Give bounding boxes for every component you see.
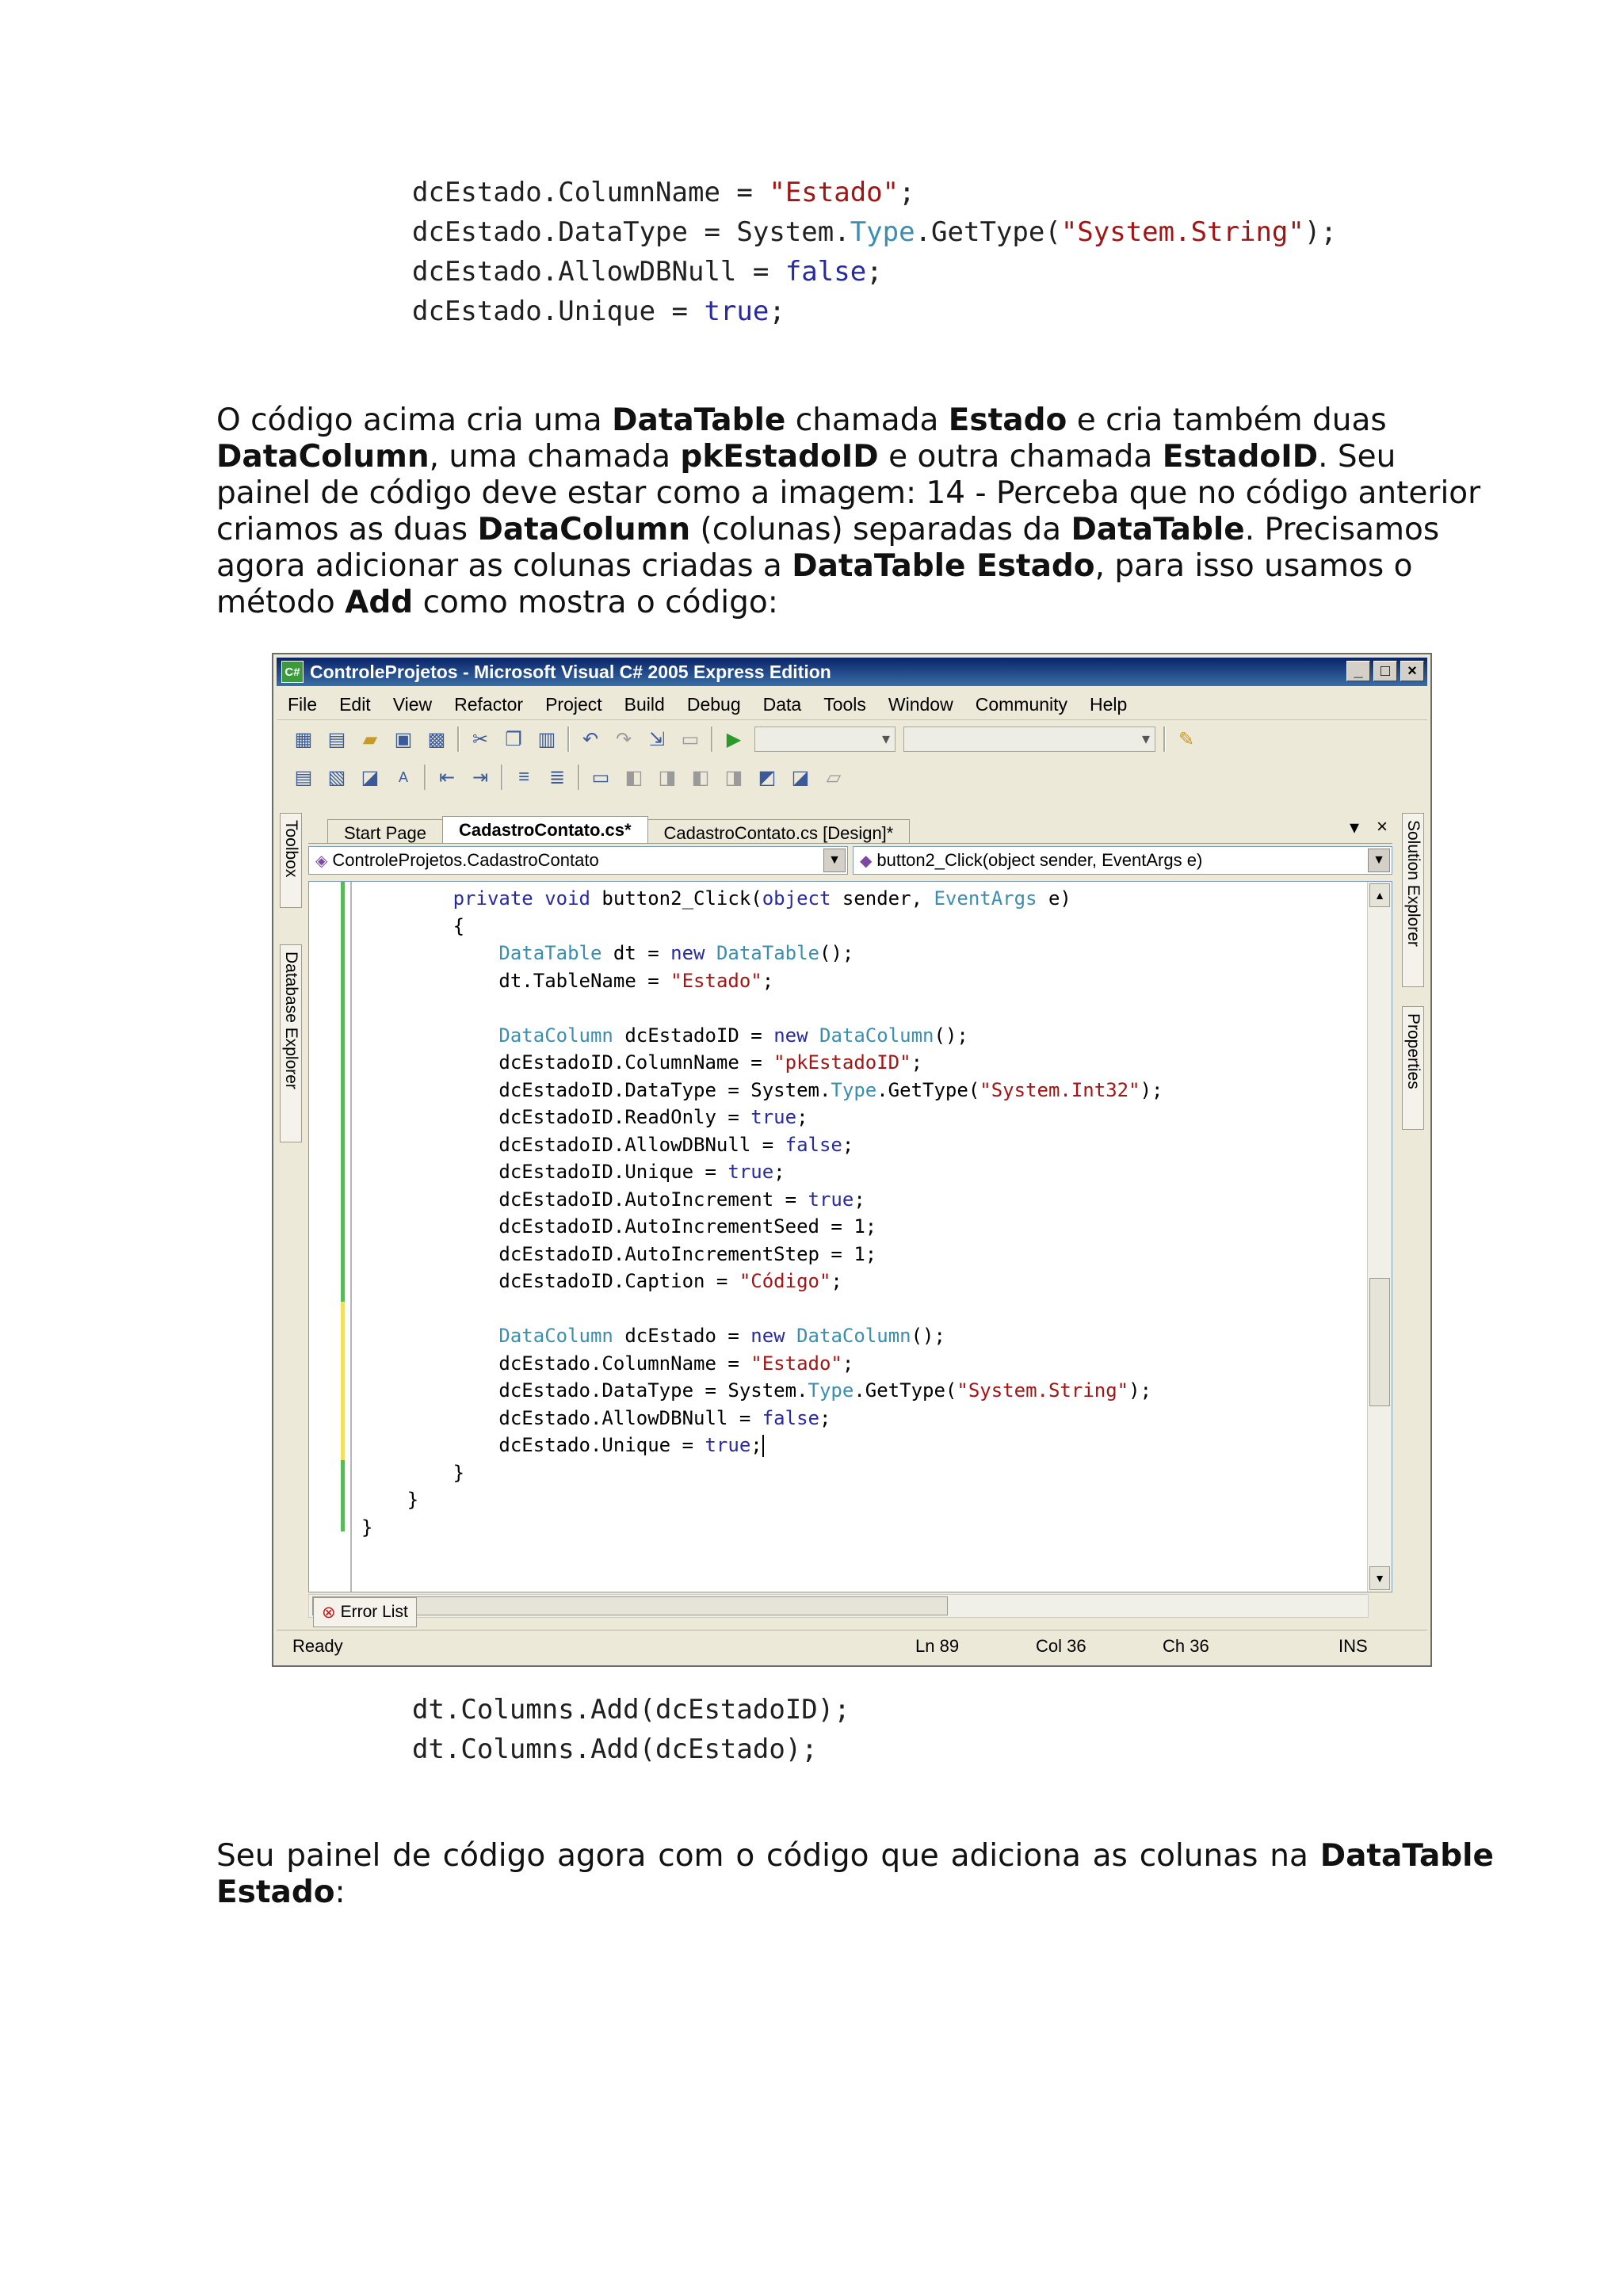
code-token: dcEstadoID.ReadOnly = [361,1106,751,1128]
prev-bookmark-folder-icon[interactable]: ◧ [691,766,710,788]
toolbar-separator [578,765,580,790]
code-token: } [361,1461,465,1484]
members-combo[interactable]: ◆ button2_Click(object sender, EventArgs e) ▼ [853,846,1392,875]
code-token: .GetType( [915,216,1061,248]
menu-help[interactable]: Help [1090,693,1128,715]
solution-explorer-tab[interactable]: Solution Explorer [1402,813,1424,987]
bold-term: DataTable Estado [792,548,1095,584]
change-bar-saved [341,1460,345,1531]
status-ready: Ready [292,1636,343,1656]
code-token: ; [769,296,785,327]
code-token: new [773,1024,808,1047]
error-list-tab[interactable]: ⊗ Error List [313,1597,417,1627]
code-line [361,1514,1163,1542]
text-editor-toolbar [277,759,1427,795]
status-col: Col 36 [1036,1636,1086,1656]
code-token: "System.String" [1060,216,1304,248]
code-token [808,1024,819,1047]
text-run: : [334,1875,346,1910]
outdent-icon[interactable]: ⇤ [438,766,456,788]
code-token [785,1325,796,1347]
status-ch: Ch 36 [1163,1636,1209,1656]
menu-data[interactable]: Data [762,693,802,715]
code-token: DataColumn [498,1325,613,1347]
code-token: dcEstadoID.AutoIncrement = [361,1188,808,1211]
menu-community[interactable]: Community [975,693,1068,715]
text-run: e cria também duas [1067,402,1387,438]
text-caret [762,1435,764,1457]
code-token: DataColumn [819,1024,934,1047]
code-token: } [361,1516,373,1539]
code-token [705,942,716,964]
code-token: dcEstadoID.Caption = [361,1270,739,1292]
left-tool-rail [278,813,304,1597]
open-icon[interactable]: ▰ [362,728,378,750]
code-token: ; [773,1161,785,1183]
code-token: dt = [601,942,671,964]
code-token: false [762,1406,819,1429]
change-bar-saved [341,882,345,1302]
code-token: ; [796,1106,808,1128]
code-token: ); [1304,216,1337,248]
tab-start-page[interactable]: Start Page [327,819,443,843]
code-line [361,1049,1163,1077]
code-token: ); [1140,1078,1163,1101]
tab-cadastrocontato-cs[interactable]: CadastroContato.cs* [442,816,648,843]
code-token: new [750,1325,785,1347]
text-run: O código acima cria uma [216,402,613,438]
code-token: ; [750,1434,762,1456]
code-line [361,1405,1163,1432]
code-line [361,940,1163,967]
code-token: ; [842,1352,854,1375]
menu-window[interactable]: Window [888,693,953,715]
code-token: (); [911,1325,945,1347]
code-token: DataTable [498,942,602,964]
code-token: dt.Columns.Add(dcEstadoID); [412,1694,850,1726]
comment-icon[interactable]: ≡ [517,766,529,788]
tab-cadastrocontato-design[interactable]: CadastroContato.cs [Design]* [647,819,911,843]
code-token: true [705,1434,751,1456]
text-run: . Precisamos agora adicionar as colunas criadas a [216,512,1440,584]
toolbar-separator [567,727,570,752]
code-token: ; [842,1133,854,1156]
code-token: .GetType( [876,1078,980,1101]
code-token: dcEstado = [613,1325,751,1347]
text-run: chamada [785,402,949,438]
code-line [361,885,1163,913]
text-run: Seu painel de código agora com o código que adiciona as colunas na [216,1838,1320,1874]
code-line [361,994,1163,1022]
code-token: Type [850,216,915,248]
class-icon: ◈ [315,852,328,870]
code-token: true [704,296,769,327]
code-token: DataColumn [498,1024,613,1047]
code-token: dcEstado.DataType = System. [412,216,850,248]
redo-icon[interactable]: ↷ [615,728,632,750]
code-token: button2_Click( [590,887,762,910]
code-line [361,1186,1163,1214]
menu-debug[interactable]: Debug [686,693,741,715]
platform-combo[interactable] [903,727,1155,752]
method-icon: ◆ [860,852,873,870]
clear-bookmarks-icon[interactable]: ▱ [826,766,842,788]
code-line [412,292,1337,331]
code-line [412,212,1337,252]
code-token: dcEstado.Unique = [361,1434,705,1456]
menu-refactor[interactable]: Refactor [454,693,524,715]
solution-config-combo[interactable] [754,727,896,752]
quick-info-icon[interactable]: ◪ [361,766,380,788]
code-token: e) [1037,887,1071,910]
save-icon[interactable]: ▣ [394,728,413,750]
minimize-button[interactable]: _ [1346,661,1370,681]
code-line [361,1459,1163,1487]
navigate-icon[interactable]: ⇲ [648,728,666,750]
code-token: ; [911,1051,923,1074]
code-block-add-columns [412,1692,850,1772]
text-run: como mostra o código: [413,585,778,620]
code-token [361,887,453,910]
text-run: , para isso usamos o método [216,548,1413,620]
code-token: ; [899,177,915,208]
vertical-scrollbar[interactable] [1367,882,1392,1592]
find-icon[interactable]: ▭ [681,728,700,750]
cut-icon[interactable]: ✂ [472,728,489,750]
code-token: { [361,914,465,937]
code-token: dt.Columns.Add(dcEstado); [412,1733,818,1765]
code-line [361,1241,1163,1268]
code-editor[interactable] [308,881,1392,1592]
code-token: ; [854,1188,865,1211]
uncomment-icon[interactable]: ≣ [548,766,566,788]
chevron-down-icon[interactable]: ▼ [1368,849,1390,872]
window-title: ControleProjetos - Microsoft Visual C# 2005 Express Edition [310,661,831,682]
add-item-icon[interactable]: ▤ [327,728,346,750]
paragraph-intro [216,402,1494,621]
menu-project[interactable]: Project [545,693,602,715]
code-token: ; [866,256,883,288]
code-line [412,1692,850,1732]
code-token: "Estado" [670,969,762,992]
toolbox-tab[interactable]: Toolbox [280,813,302,908]
code-token: Type [831,1078,877,1101]
window-titlebar [277,658,1427,686]
code-token: private void [453,887,590,910]
code-line [361,913,1163,940]
bold-term: DataTable Estado [216,1838,1494,1910]
types-combo[interactable]: ◈ ControleProjetos.CadastroContato ▼ [308,846,848,875]
close-document-icon[interactable]: × [1376,816,1388,837]
document-tabs [308,813,1392,844]
code-line [361,1432,1163,1459]
code-token: ; [831,1270,842,1292]
code-line [412,252,1337,292]
code-token: dcEstadoID.AutoIncrementStep = 1; [361,1242,877,1265]
code-token: DataTable [716,942,819,964]
status-line: Ln 89 [915,1636,960,1656]
toolbar-separator [711,727,713,752]
code-token: ); [1128,1379,1152,1402]
menu-file[interactable]: File [288,693,318,715]
code-line [361,1213,1163,1241]
start-debug-icon[interactable]: ▶ [726,728,742,750]
text-run: (colunas) separadas da [690,512,1071,547]
menu-build[interactable]: Build [624,693,665,715]
code-token: dcEstadoID.ColumnName = [361,1051,774,1074]
code-token: Type [808,1379,854,1402]
code-line [361,1295,1163,1323]
toolbox-icon[interactable]: ✎ [1178,728,1195,750]
copy-icon[interactable]: ❐ [505,728,522,750]
code-token: dcEstadoID.AllowDBNull = [361,1133,785,1156]
csharp-icon: C# [281,661,304,683]
next-bookmark-doc-icon[interactable]: ◪ [791,766,810,788]
toolbar-separator [1163,727,1166,752]
text-run: . Seu painel de código deve estar como a imagem: 14 - Perceba que no código anterior criamos as duas [216,439,1481,547]
chevron-down-icon[interactable]: ▼ [823,849,846,872]
status-mode: INS [1338,1636,1368,1656]
code-token: .GetType( [854,1379,957,1402]
bold-term: Estado [948,402,1067,438]
bold-term: DataColumn [216,439,430,475]
scroll-thumb[interactable] [1369,1278,1390,1406]
prev-bookmark-icon[interactable]: ◧ [624,766,643,788]
code-token: (); [819,942,854,964]
code-token: "System.String" [957,1379,1129,1402]
code-token: "System.Int32" [980,1078,1140,1101]
code-line [412,1732,850,1772]
status-bar [277,1630,1427,1662]
error-list-icon: ⊗ [322,1603,336,1622]
code-token: DataColumn [796,1325,911,1347]
parameter-info-icon[interactable]: ▧ [327,766,346,788]
code-token: object [762,887,831,910]
code-token: true [727,1161,774,1183]
code-line [412,173,1337,212]
code-token: dcEstado.AllowDBNull = [361,1406,762,1429]
code-token: dcEstadoID.Unique = [361,1161,728,1183]
code-line [361,1158,1163,1186]
complete-word-icon[interactable]: A [398,769,408,785]
code-line [361,1350,1163,1378]
paragraph-conclusion [216,1838,1494,1911]
bold-term: DataTable [1071,512,1245,547]
code-block-top [412,173,1337,331]
code-token [361,942,498,964]
save-all-icon[interactable]: ▩ [427,728,446,750]
bold-term: DataColumn [477,512,691,547]
next-bookmark-icon[interactable]: ◨ [658,766,677,788]
paste-icon[interactable]: ▥ [537,728,556,750]
maximize-button[interactable]: □ [1373,661,1397,681]
code-token: dcEstado.Unique = [412,296,705,327]
code-line [361,1268,1163,1295]
code-token: dcEstadoID = [613,1024,774,1047]
database-explorer-tab[interactable]: Database Explorer [280,944,302,1142]
code-token: ; [762,969,774,992]
toolbar-separator [457,727,460,752]
bold-term: DataTable [612,402,786,438]
text-run: e outra chamada [878,439,1163,475]
code-token: true [808,1188,854,1211]
code-line [361,967,1163,995]
navigation-bar [308,846,1392,878]
toolbar-separator [501,765,503,790]
code-token: EventArgs [934,887,1037,910]
code-token: dcEstado.ColumnName = [361,1352,751,1375]
code-token: "Estado" [769,177,899,208]
horizontal-scrollbar[interactable] [308,1594,1369,1618]
text-run: , uma chamada [429,439,681,475]
scroll-down-icon[interactable]: ▼ [1369,1566,1390,1590]
menu-view[interactable]: View [392,693,433,715]
code-token: (); [934,1024,968,1047]
bold-term: EstadoID [1162,439,1319,475]
next-bookmark-folder-icon[interactable]: ◨ [724,766,743,788]
menu-bar [277,689,1427,720]
code-token: } [361,1489,419,1511]
code-token: "Código" [739,1270,831,1292]
menu-tools[interactable]: Tools [823,693,866,715]
code-token: "pkEstadoID" [773,1051,911,1074]
right-tool-rail [1400,813,1426,1597]
code-line [361,1131,1163,1159]
code-token: false [785,256,867,288]
scroll-up-icon[interactable]: ▲ [1369,883,1390,907]
bold-term: Add [345,585,414,620]
code-token: dcEstado.AllowDBNull = [412,256,785,288]
member-list-icon[interactable]: ▤ [294,766,313,788]
editor-code [361,885,1163,1541]
close-button[interactable]: × [1400,661,1424,681]
code-token: dcEstado.ColumnName = [412,177,769,208]
code-token: new [670,942,705,964]
editor-gutter [309,882,341,1592]
code-token: "Estado" [750,1352,842,1375]
indent-icon[interactable]: ⇥ [472,766,489,788]
code-token: true [750,1106,797,1128]
outline-line [350,882,352,1592]
code-token: ; [819,1406,831,1429]
code-token: dt.TableName = [361,969,671,992]
code-line [361,1322,1163,1350]
code-token: dcEstadoID.DataType = System. [361,1078,831,1101]
toolbar-separator [424,765,426,790]
ide-screenshot [272,653,1432,1667]
code-line [361,1486,1163,1514]
prev-bookmark-doc-icon[interactable]: ◩ [758,766,777,788]
standard-toolbar [277,721,1427,757]
code-line [361,1104,1163,1131]
undo-icon[interactable]: ↶ [582,728,599,750]
properties-tab[interactable]: Properties [1402,1006,1424,1130]
code-token: dcEstadoID.AutoIncrementSeed = 1; [361,1215,877,1238]
code-token: false [785,1133,842,1156]
menu-edit[interactable]: Edit [339,693,371,715]
active-files-dropdown-icon[interactable]: ▾ [1349,817,1359,838]
new-project-icon[interactable]: ▦ [294,728,313,750]
code-line [361,1077,1163,1104]
code-token [361,1024,498,1047]
code-token: sender, [831,887,934,910]
code-line [361,1022,1163,1050]
code-line [361,1377,1163,1405]
change-bar-unsaved [341,1302,345,1460]
bold-term: pkEstadoID [680,439,879,475]
document-area [308,813,1392,1597]
bookmark-icon[interactable]: ▭ [591,766,610,788]
code-token [361,1325,498,1347]
code-token: dcEstado.DataType = System. [361,1379,808,1402]
